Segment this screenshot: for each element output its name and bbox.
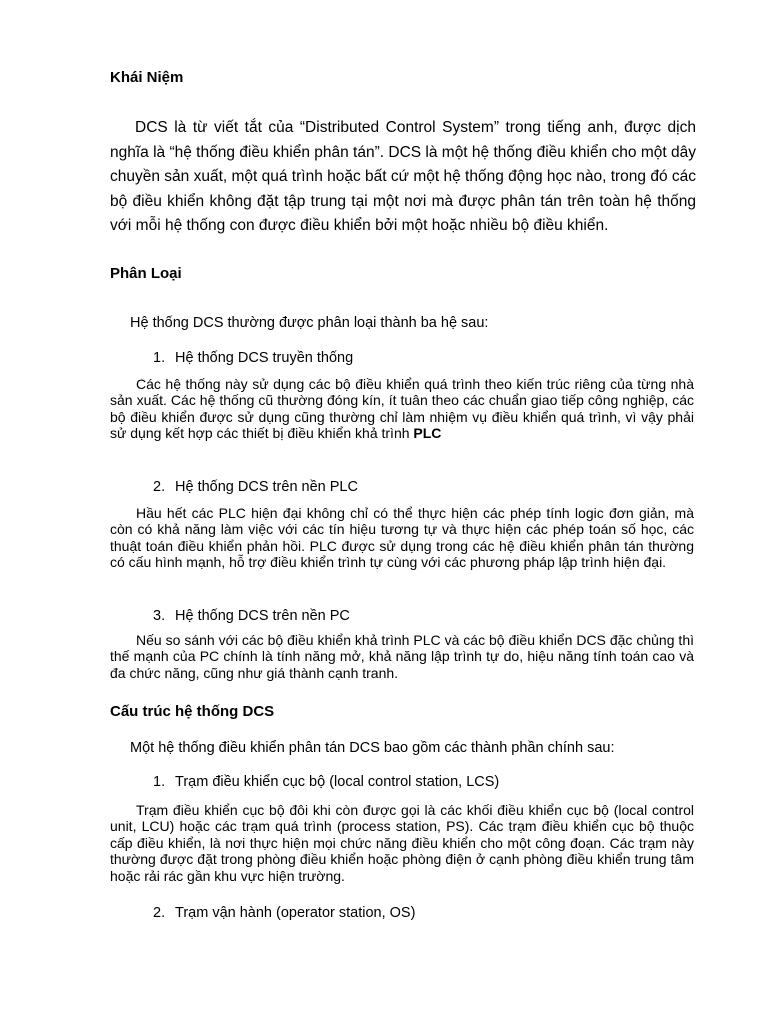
list-item-number: 2.: [153, 479, 166, 495]
list-item-title-text: Hệ thống DCS truyền thống: [175, 350, 354, 366]
intro-cau-truc: Một hệ thống điều khiển phân tán DCS bao gồm các thành phần chính sau:: [130, 740, 615, 756]
list-item-number: 1.: [153, 774, 166, 790]
list-item-title-text: Trạm vận hành (operator station, OS): [175, 905, 416, 921]
list-item-title-text: Trạm điều khiển cục bộ (local control station, LCS): [175, 774, 500, 790]
list-item-title: [153, 608, 350, 624]
paragraph-text: Các hệ thống này sử dụng các bộ điều khiển quá trình theo kiến trúc riêng của từng nhà sản xuất. Các hệ thống cũ thường đóng kín, ít tuân theo các chuẩn giao tiếp công nghiệp, các bộ điều khiển được sử dụng cũng thường chỉ làm nhiệm vụ điều khiển quá trình, vì vậy phải sử dụng kết hợp các thiết bị điều khiển khả trình: [110, 376, 694, 442]
heading-phan-loai: Phân Loại: [110, 265, 182, 282]
paragraph-khai-niem: DCS là từ viết tắt của “Distributed Control System” trong tiếng anh, được dịch nghĩa là “hệ thống điều khiển phân tán”. DCS là một hệ thống điều khiển cho một dây chuyền sản xuất, một quá trình hoặc bất cứ một hệ thống động học nào, trong đó các bộ điều khiển không đặt tập trung tại một nơi mà được phân tán trên toàn hệ thống với mỗi hệ thống con được điều khiển bởi một hoặc nhiều bộ điều khiển.: [110, 119, 696, 235]
paragraph-dcs-truyen-thong: [110, 376, 694, 442]
list-item-number: 3.: [153, 608, 166, 624]
list-item-number: 1.: [153, 350, 166, 366]
bold-term-plc: PLC: [413, 425, 442, 442]
paragraph-dcs-plc: Hầu hết các PLC hiện đại không chỉ có thể thực hiện các phép tính logic đơn giản, mà còn có khả năng làm việc với các tín hiệu tương tự và thực hiện các phép toán số học, các thuật toán điều khiển phản hồi. PLC được sử dụng trong các hệ điều khiển phân tán thường có cấu hình mạnh, hỗ trợ điều khiển trình tự cùng với các phương pháp lập trình hiện đại.: [110, 505, 694, 571]
list-item-title-text: Hệ thống DCS trên nền PC: [175, 608, 350, 624]
list-item-title: [153, 479, 358, 495]
paragraph-lcs: Trạm điều khiển cục bộ đôi khi còn được gọi là các khối điều khiển cục bộ (local control unit, LCU) hoặc các trạm quá trình (process station, PS). Các trạm điều khiển cục bộ thuộc cấp điều khiển, là nơi thực hiện mọi chức năng điều khiển cho một công đoạn. Các trạm này thường được đặt trong phòng điều khiển hoặc phòng điện ở cạnh phòng điều khiển trung tâm hoặc rải rác gần khu vực hiện trường.: [110, 802, 694, 884]
list-item-title: [153, 774, 499, 790]
list-item-title-text: Hệ thống DCS trên nền PLC: [175, 479, 358, 495]
intro-phan-loai: Hệ thống DCS thường được phân loại thành ba hệ sau:: [130, 315, 489, 331]
heading-khai-niem: Khái Niệm: [110, 69, 184, 86]
paragraph-dcs-pc: Nếu so sánh với các bộ điều khiển khả trình PLC và các bộ điều khiển DCS đặc chủng thì thế mạnh của PC chính là tính năng mở, khả năng lập trình tự do, hiệu năng tính toán cao và đa chức năng, cũng như giá thành cạnh tranh.: [110, 632, 694, 681]
heading-cau-truc: Cấu trúc hệ thống DCS: [110, 703, 275, 720]
list-item-number: 2.: [153, 905, 166, 921]
list-item-title: [153, 350, 353, 366]
list-item-title: [153, 905, 415, 921]
